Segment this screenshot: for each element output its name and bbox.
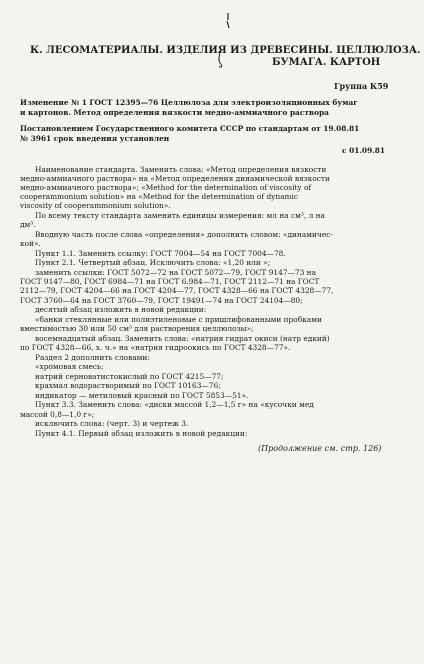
body-line: заменить ссылки: ГОСТ 5072—72 на ГОСТ 5072—79, ГОСТ 9147—73 на [35,268,316,277]
body-line: Раздел 2 дополнить словами: [35,353,150,362]
body-line: viscosity of cooperammonium solution». [20,201,171,210]
group-code: Группа К59 [334,81,389,91]
body-line: Пункт 2.1. Четвертый абзац. Исключить слова: «1,20 или »; [35,258,271,267]
body-line: Наименование стандарта. Заменить слова: «Метод определения вязкости [35,165,327,174]
body-line: дм³. [20,220,36,229]
body-line: медно-аммиачного раствора» на «Метод определения динамической вязкости [20,174,330,183]
change-title-line-1: Изменение № 1 ГОСТ 12395—76 Целлюлоза для электроизоляционных бумаг [20,98,358,107]
section-header-line-2: БУМАГА. КАРТОН [272,57,381,68]
body-line: кой». [20,239,41,248]
body-line: вместимостью 30 или 50 см³ для растворения целлюлозы»; [20,324,254,333]
body-line: «банки стеклянные или полиэтиленовые с пришлифованными пробками [35,315,322,324]
body-line: десятый абзац изложить в новой редакции: [35,305,207,314]
body-line: восемнадцатый абзац. Заменить слова: «натрия гидрат окиси (натр едкий) [35,334,330,343]
change-title-line-2: и картонов. Метод определения вязкости медно-аммиачного раствора [20,108,329,117]
body-line: натрий серноватистокислый по ГОСТ 4215—77; [35,372,224,381]
body-line: 2112—79, ГОСТ 4204—66 на ГОСТ 4204—77, ГОСТ 4328—66 на ГОСТ 4328—77, [20,286,334,295]
body-line: медно-аммиачного раствора»; «Method for the determination of viscosity of [20,183,312,192]
body-line: ГОСТ 9147—80, ГОСТ 6984—71 на ГОСТ 6.984—71, ГОСТ 2112—71 на ГОСТ [20,277,320,286]
effective-date: с 01.09.81 [342,146,386,155]
body-line: массой 0,8—1,0 г»; [20,410,95,419]
body-line: Пункт 3.3. Заменить слова: «диски массой 1,2—1,5 г» на «кусочки мед [35,400,314,409]
resolution-line-1: Постановлением Государственного комитета СССР по стандартам от 19.08.81 [20,124,360,133]
body-line: индикатор — метиловый красный по ГОСТ 5853—51». [35,391,249,400]
body-line: ГОСТ 3760—64 на ГОСТ 3760—79, ГОСТ 19491—74 на ГОСТ 24104—80; [20,296,303,305]
body-line: Вводную часть после слова «определения» дополнить словом: «динамичес- [35,230,333,239]
body-line: Пункт 4.1. Первый абзац изложить в новой редакции: [35,429,248,438]
handwritten-mark-icon [213,50,227,68]
body-line: По всему тексту стандарта заменить единицы измерения: мл на см³, л на [35,211,325,220]
resolution-line-2: № 3961 срок введения установлен [20,134,170,143]
body-line: исключить слова: (черт. 3) и чертеж 3. [35,419,189,428]
body-line: крахмал водорастворимый по ГОСТ 10163—76; [35,381,221,390]
body-line: cooperammonium solution» на «Method for the determination of dynamic [20,192,299,201]
body-line: по ГОСТ 4328—66, х. ч.» на «натрия гидроокись по ГОСТ 4328—77». [20,343,291,352]
body-line: Пункт 1.1. Заменить ссылку: ГОСТ 7004—54 на ГОСТ 7004—78. [35,249,286,258]
continuation-note: (Продолжение см. стр. 126) [258,444,382,453]
section-header-line-1: К. ЛЕСОМАТЕРИАЛЫ. ИЗДЕЛИЯ ИЗ ДРЕВЕСИНЫ. ЦЕЛЛЮЛОЗА. [30,45,421,56]
ink-mark-icon [225,12,231,30]
body-line: «хромовая смесь; [35,362,104,371]
